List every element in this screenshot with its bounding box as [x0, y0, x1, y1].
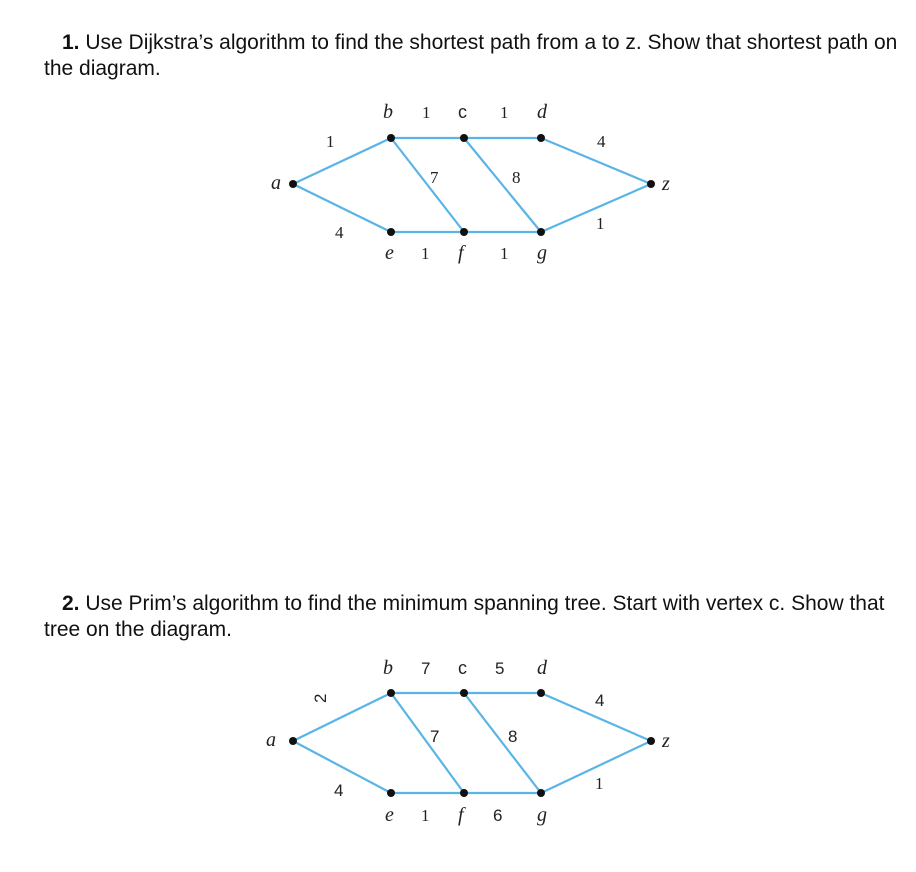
vertex-label-f: f — [458, 804, 464, 826]
weight-c-d: 1 — [500, 103, 509, 122]
vertex-label-d: d — [537, 657, 547, 679]
weight-a-e: 4 — [335, 223, 344, 242]
vertex-label-e: e — [385, 804, 394, 826]
weight-d-z: 4 — [595, 691, 605, 710]
vertex-label-z: z — [662, 730, 670, 752]
question-1-text: Use Dijkstra’s algorithm to find the shortest path from a to z. Show that shortest path on the diagram. — [44, 31, 898, 80]
weight-e-f: 1 — [421, 244, 430, 263]
vertex-label-f: f — [458, 242, 464, 264]
weight-g-z: 1 — [596, 214, 605, 233]
weight-c-d: 5 — [495, 659, 505, 678]
vertex-label-b: b — [383, 657, 393, 679]
vertex-label-e: e — [385, 242, 394, 264]
weight-a-b: 2 — [311, 693, 330, 703]
vertex-label-a: a — [271, 172, 281, 194]
weight-f-g: 6 — [493, 806, 503, 825]
graph-2-weights — [311, 659, 604, 825]
weight-b-f: 7 — [430, 168, 439, 187]
weight-d-z: 4 — [597, 132, 606, 151]
weight-a-e: 4 — [334, 781, 344, 800]
weight-f-g: 1 — [500, 244, 509, 263]
edge-c-g — [464, 693, 541, 793]
vertex-label-g: g — [537, 804, 547, 826]
edge-a-b — [293, 693, 391, 741]
weight-g-z: 1 — [595, 774, 604, 793]
edge-b-f — [391, 693, 464, 793]
vertex-label-g: g — [537, 242, 547, 264]
question-2-number: 2. — [62, 592, 80, 615]
node-f — [460, 789, 468, 797]
vertex-label-z: z — [662, 173, 670, 195]
node-z — [647, 737, 655, 745]
node-a — [289, 737, 297, 745]
question-2-text: Use Prim’s algorithm to find the minimum spanning tree. Start with vertex c. Show that tree on the diagram. — [44, 592, 885, 641]
weight-b-c: 1 — [422, 103, 431, 122]
vertex-label-c: c — [458, 102, 467, 122]
node-g — [537, 789, 545, 797]
question-1-number: 1. — [62, 31, 80, 54]
weight-b-c: 7 — [421, 659, 431, 678]
weight-b-f: 7 — [430, 727, 440, 746]
weight-e-f: 1 — [421, 806, 430, 825]
weight-a-b: 1 — [326, 132, 335, 151]
graph-2-vertex-labels — [266, 657, 670, 826]
node-e — [387, 789, 395, 797]
vertex-label-a: a — [266, 729, 276, 751]
weight-c-g: 8 — [508, 727, 518, 746]
vertex-label-c: c — [458, 658, 467, 678]
node-b — [387, 689, 395, 697]
node-d — [537, 689, 545, 697]
weight-c-g: 8 — [512, 168, 521, 187]
vertex-label-d: d — [537, 101, 547, 123]
node-c — [460, 689, 468, 697]
vertex-label-b: b — [383, 101, 393, 123]
